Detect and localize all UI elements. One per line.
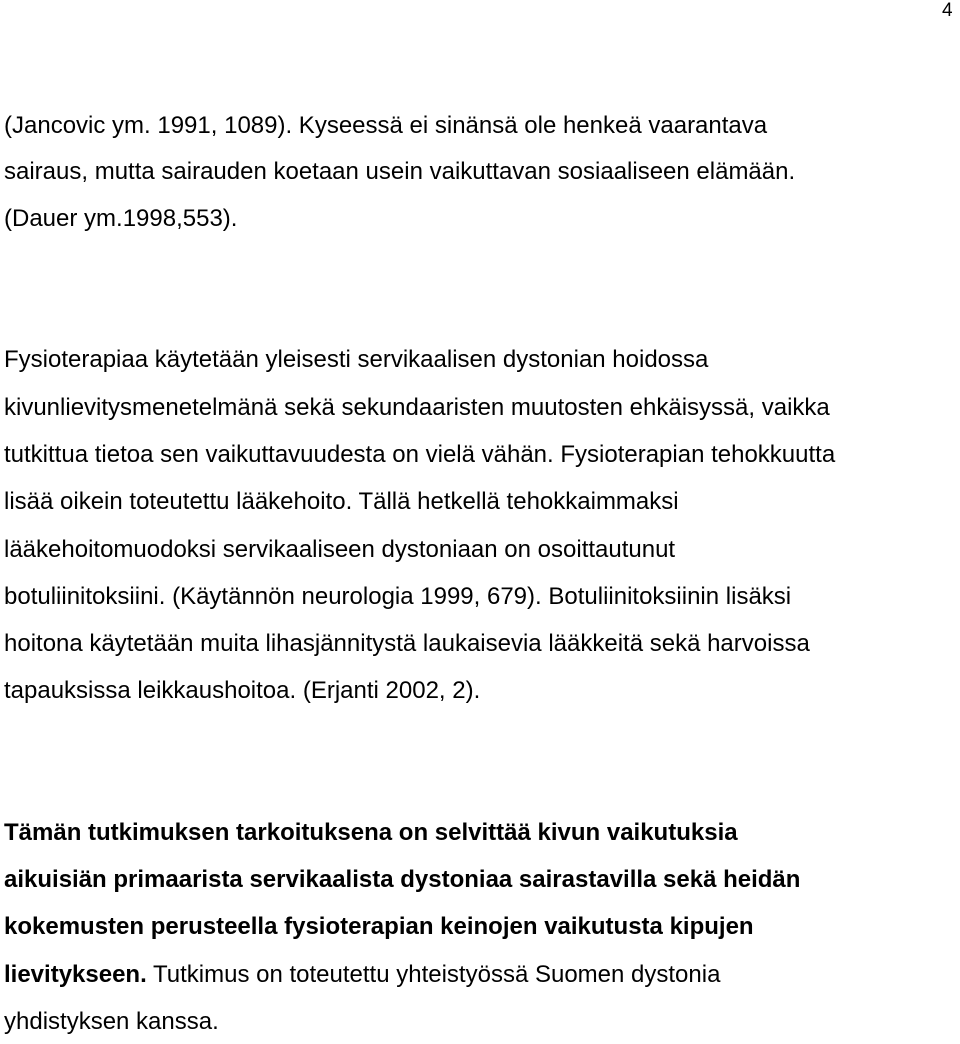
bold-text-segment: lievitykseen. <box>4 961 147 988</box>
bold-text-line: kokemusten perusteella fysioterapian keinojen vaikutusta kipujen <box>4 913 754 940</box>
mixed-text-line <box>4 961 720 989</box>
text-line: kivunlievitysmenetelmänä sekä sekundaaristen muutosten ehkäisyssä, vaikka <box>4 394 830 421</box>
bold-text-line: aikuisiän primaarista servikaalista dystoniaa sairastavilla sekä heidän <box>4 866 801 893</box>
text-line: Fysioterapiaa käytetään yleisesti servikaalisen dystonian hoidossa <box>4 346 709 373</box>
text-line: tutkittua tietoa sen vaikuttavuudesta on vielä vähän. Fysioterapian tehokkuutta <box>4 441 836 468</box>
text-line: yhdistyksen kanssa. <box>4 1008 219 1035</box>
regular-text-segment: Tutkimus on toteutettu yhteistyössä Suomen dystonia <box>146 961 721 988</box>
text-line: lisää oikein toteutettu lääkehoito. Tällä hetkellä tehokkaimmaksi <box>4 488 679 515</box>
text-line: (Dauer ym.1998,553). <box>4 205 238 232</box>
page-number: 4 <box>942 0 953 21</box>
text-line: (Jancovic ym. 1991, 1089). Kyseessä ei sinänsä ole henkeä vaarantava <box>4 112 768 139</box>
bold-text-line: Tämän tutkimuksen tarkoituksena on selvittää kivun vaikutuksia <box>4 819 738 846</box>
text-line: botuliinitoksiini. (Käytännön neurologia 1999, 679). Botuliinitoksiinin lisäksi <box>4 583 792 610</box>
text-line: hoitona käytetään muita lihasjännitystä laukaisevia lääkkeitä sekä harvoissa <box>4 630 810 657</box>
text-line: tapauksissa leikkaushoitoa. (Erjanti 2002, 2). <box>4 677 481 704</box>
text-line: lääkehoitomuodoksi servikaaliseen dystoniaan on osoittautunut <box>4 536 676 563</box>
text-line: sairaus, mutta sairauden koetaan usein vaikuttavan sosiaaliseen elämään. <box>4 158 796 185</box>
